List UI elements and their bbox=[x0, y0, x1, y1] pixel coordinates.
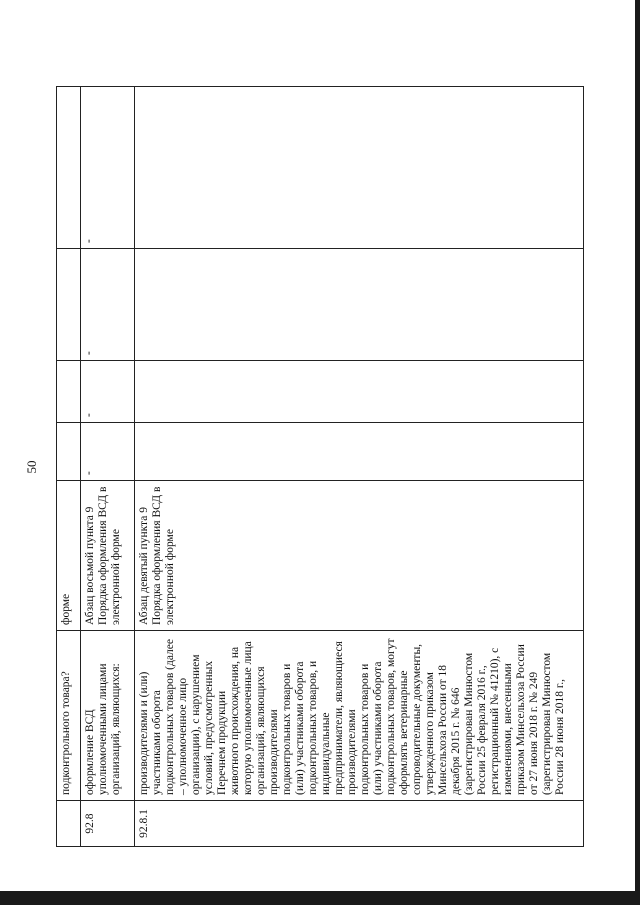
table-row bbox=[135, 87, 584, 847]
checklist-table bbox=[56, 86, 584, 847]
table-header-row bbox=[57, 87, 81, 847]
answer-cell-no: - bbox=[81, 361, 135, 423]
header-cell-number bbox=[57, 801, 81, 847]
header-cell-answer-no bbox=[57, 361, 81, 423]
header-cell-not-applicable bbox=[57, 249, 81, 361]
row-basis: Абзац восьмой пункта 9 Порядка оформления ВСД в электронной форме bbox=[81, 481, 135, 631]
row-number: 92.8.1 bbox=[135, 801, 584, 847]
table-row bbox=[81, 87, 135, 847]
header-cell-answer-yes bbox=[57, 423, 81, 481]
header-cell-description: подконтрольного товара? bbox=[57, 631, 81, 801]
answer-cell-note bbox=[135, 87, 584, 249]
row-description: производителями и (или) участниками оборота подконтрольных товаров (далее – уполномоченное лицо организации), с нарушением условий, предусмотренных Перечнем продукции животного происхождения, на которую уполномоченные лица организаций, являющихся производителями подконтрольных товаров и (или) участниками оборота подконтрольных товаров, и индивидуальные предприниматели, являющиеся производителями подконтрольных товаров и (или) участниками оборота подконтрольных товаров, могут оформлять ветеринарные сопроводительные документы, утвержденного приказом Минсельхоза России от 18 декабря 2015 г. № 646 (зарегистрирован Минюстом России 25 февраля 2016 г., регистрационный № 41210), с изменениями, внесенными приказом Минсельхоза России от 27 июня 2018 г. № 249 (зарегистрирован Минюстом России 28 июня 2018 г., bbox=[135, 631, 584, 801]
answer-cell-yes bbox=[135, 423, 584, 481]
row-number: 92.8 bbox=[81, 801, 135, 847]
answer-cell-yes: - bbox=[81, 423, 135, 481]
scan-edge-bottom bbox=[0, 891, 640, 905]
row-description: оформление ВСД уполномоченными лицами организаций, являющихся: bbox=[81, 631, 135, 801]
answer-cell-no bbox=[135, 361, 584, 423]
row-basis: Абзац девятый пункта 9 Порядка оформления ВСД в электронной форме bbox=[135, 481, 584, 631]
answer-cell-note: - bbox=[81, 87, 135, 249]
scan-edge-right bbox=[635, 0, 640, 905]
answer-cell-not-applicable bbox=[135, 249, 584, 361]
header-cell-basis: форме bbox=[57, 481, 81, 631]
header-cell-note bbox=[57, 87, 81, 249]
answer-cell-not-applicable: - bbox=[81, 249, 135, 361]
page-number: 50 bbox=[24, 460, 39, 474]
rotated-page bbox=[24, 87, 584, 847]
